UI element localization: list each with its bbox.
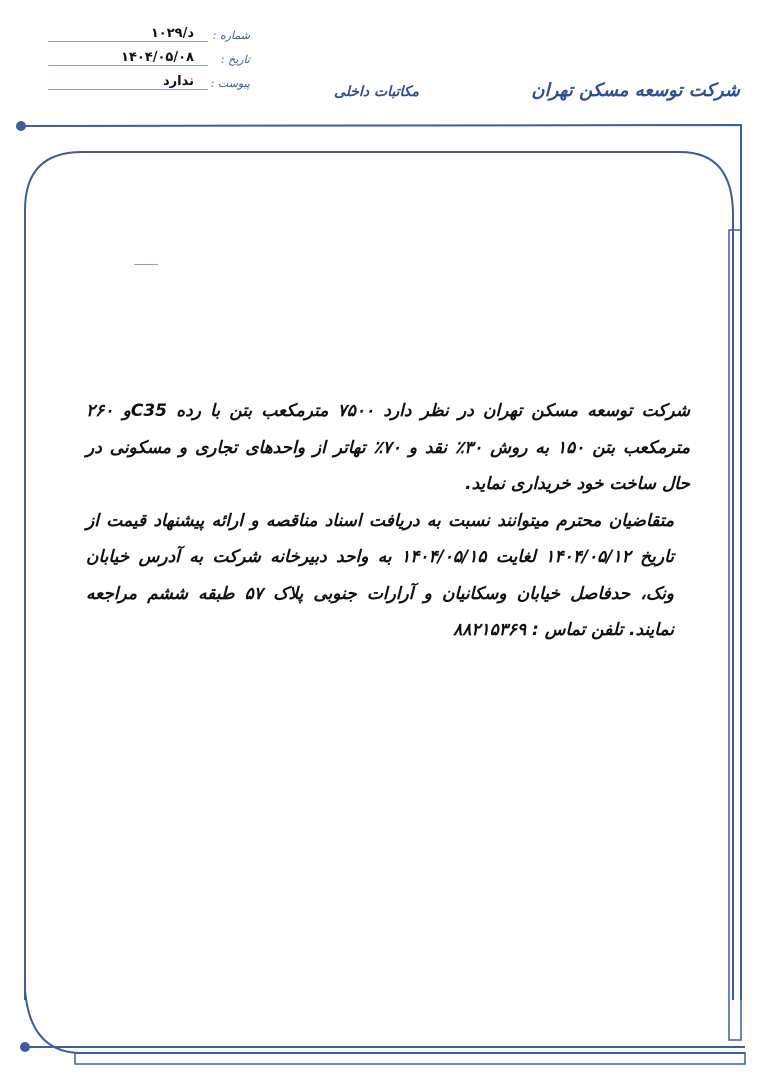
meta-number-value: د/۱۰۲۹ xyxy=(150,26,194,41)
meta-attachment-value: ندارد xyxy=(162,74,194,89)
letter-body xyxy=(86,393,690,649)
inner-frame-bottom xyxy=(25,990,745,1053)
right-side-bar xyxy=(729,230,741,1040)
internal-correspondence-title: مکاتبات داخلی xyxy=(334,84,420,100)
meta-date-label: تاریخ : xyxy=(220,53,250,66)
meta-date-row xyxy=(48,48,250,68)
meta-number-line xyxy=(48,41,208,42)
body-paragraph-1: شرکت توسعه مسکن تهران در نظر دارد ۷۵۰۰ مترمکعب بتن با رده C35و ۲۶۰ مترمکعب بتن ۱۵۰ به روش ۳۰٪ نقد و ۷۰٪ تهاتر از واحدهای تجاری و مسکونی در حال ساخت خود خریداری نماید. xyxy=(86,401,690,494)
meta-attachment-line xyxy=(48,89,208,90)
meta-number-row xyxy=(48,24,250,44)
meta-date-line xyxy=(48,65,208,66)
bottom-bar xyxy=(75,1053,745,1064)
meta-attachment-row xyxy=(48,72,250,92)
body-paragraph-2: متقاضیان محترم میتوانند نسبت به دریافت اسناد مناقصه و ارائه پیشنهاد قیمت از تاریخ ۱۴۰۴/۰۵/۱۲ لغایت ۱۴۰۴/۰۵/۱۵ به واحد دبیرخانه شرکت به آدرس خیابان ونک، حدفاصل خیابان وسکانیان و آرارات جنوبی پلاک ۵۷ طبقه ششم مراجعه نمایند. تلفن تماس : ۸۸۲۱۵۳۶۹ xyxy=(86,510,675,640)
meta-date-value: ۱۴۰۴/۰۵/۰۸ xyxy=(121,50,194,65)
meta-attachment-label: پیوست : xyxy=(210,77,250,90)
meta-number-label: شماره : xyxy=(212,29,250,42)
company-name: شرکت توسعه مسکن تهران xyxy=(531,80,740,101)
small-dash-mark xyxy=(134,264,158,265)
